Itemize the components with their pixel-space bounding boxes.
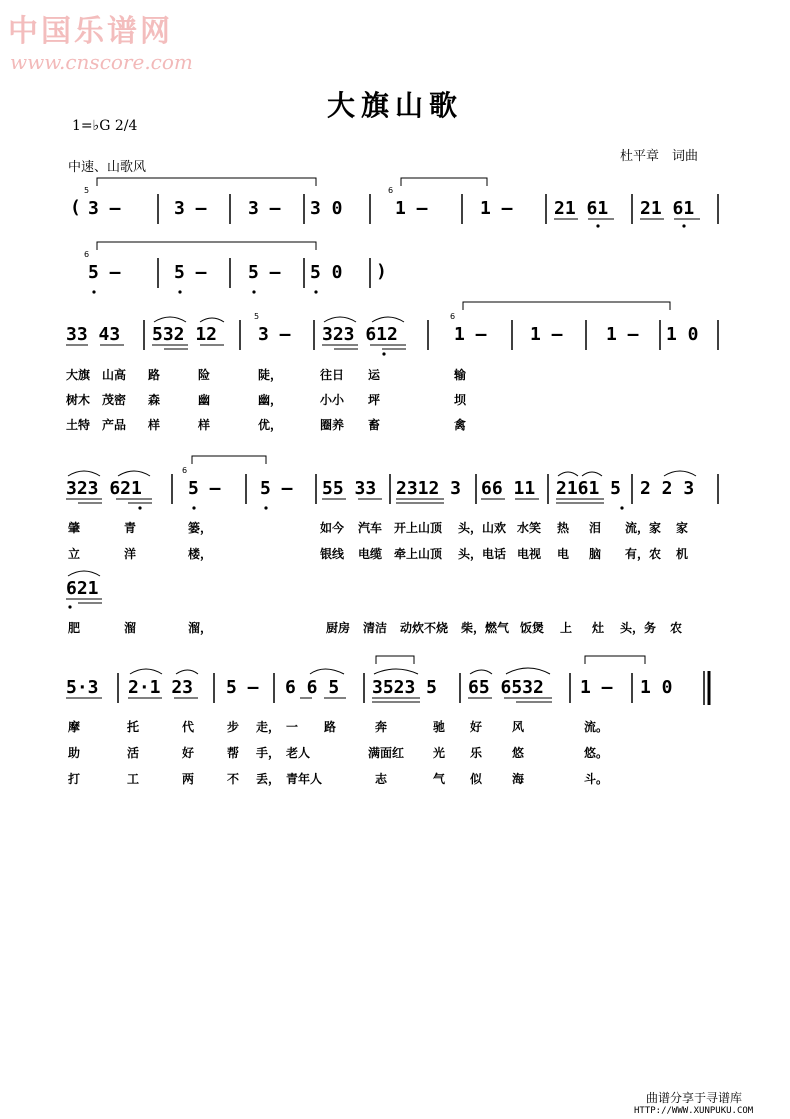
measure-notes: 21 61 xyxy=(640,198,695,219)
lyric-word: 幽， xyxy=(258,393,283,407)
lyric-word: 森 xyxy=(148,393,161,407)
lyric-word: 流，家 xyxy=(625,521,662,535)
grace-note: 6 xyxy=(84,250,90,259)
measure-notes: 2·1 23 xyxy=(128,677,194,698)
lyric-word: 灶 xyxy=(592,621,605,635)
key-signature: 1=♭G 2/4 xyxy=(72,118,138,134)
lyric-word: 好 xyxy=(182,746,195,760)
grace-note: 6 xyxy=(388,186,394,195)
measure-notes: 5 – xyxy=(88,262,121,283)
measure-notes: 3523 5 xyxy=(372,677,438,698)
lyric-word: 满面红 xyxy=(368,746,405,760)
measure-notes: 1 – xyxy=(530,324,563,345)
lyric-word: 样 xyxy=(148,418,161,432)
lyric-word: 溜 xyxy=(124,621,137,635)
lyric-word: 志 xyxy=(375,772,388,786)
measure-notes: 3 0 xyxy=(310,198,343,219)
measure-notes: 6 6 5 xyxy=(285,677,340,698)
lyric-word: 头，电话 xyxy=(458,547,507,561)
lyric-word: 家 xyxy=(676,521,689,535)
lyric-word: 禽 xyxy=(454,418,467,432)
lyric-word: 溜， xyxy=(188,621,213,635)
grace-note: 6 xyxy=(182,466,188,475)
lyric-word: 打 xyxy=(68,772,81,786)
footer-share-text: 曲谱分享于寻谱库 xyxy=(646,1091,743,1105)
measure-notes: 33 43 xyxy=(66,324,121,345)
measure-notes: 3 – xyxy=(248,198,281,219)
measure-notes: 1 – xyxy=(580,677,613,698)
lyric-word: 驰 xyxy=(433,720,446,734)
lyric-word: 似 xyxy=(470,772,483,786)
lyric-word: 山高 xyxy=(102,368,127,382)
lyric-word: 柴，燃气 xyxy=(461,621,510,635)
measure-notes: 5·3 xyxy=(66,677,99,698)
lyric-word: 青年人 xyxy=(286,772,323,786)
lyric-word: 悠 xyxy=(512,746,525,760)
lyric-word: 走， xyxy=(256,720,281,734)
lyric-word: 楼， xyxy=(188,547,213,561)
lyric-word: 小小 xyxy=(320,393,345,407)
tempo-marking: 中速、山歌风 xyxy=(68,160,147,175)
measure-notes: 3 – xyxy=(174,198,207,219)
watermark-site-name: 中国乐谱网 xyxy=(8,14,173,49)
measure-notes: 3 – xyxy=(88,198,121,219)
lyric-word: 树木 xyxy=(66,393,91,407)
lyric-word: 陡， xyxy=(258,368,283,382)
intro-paren-close: ) xyxy=(376,261,387,282)
lyric-word: 银线 xyxy=(320,547,345,561)
lyric-word: 热 xyxy=(557,521,570,535)
lyric-word: 工 xyxy=(127,772,140,786)
lyric-word: 光 xyxy=(433,746,446,760)
lyric-word: 圈养 xyxy=(320,418,345,432)
lyric-word: 土特 xyxy=(66,418,91,432)
measure-notes: 1 – xyxy=(395,198,428,219)
lyric-word: 电 xyxy=(557,547,570,561)
measure-notes: 2161 5 xyxy=(556,478,622,499)
lyric-word: 水笑 xyxy=(517,521,542,535)
lyric-word: 摩 xyxy=(68,720,81,734)
grace-note: 5 xyxy=(84,186,90,195)
lyric-word: 代 xyxy=(182,720,195,734)
lyric-word: 清洁 xyxy=(363,621,388,635)
lyric-word: 步 xyxy=(227,720,240,734)
intro-paren-open: ( xyxy=(70,197,81,218)
lyric-word: 如今 xyxy=(320,521,345,535)
measure-notes: 1 – xyxy=(454,324,487,345)
grace-note: 5 xyxy=(254,312,260,321)
lyric-word: 机 xyxy=(676,547,689,561)
measure-notes: 55 33 xyxy=(322,478,377,499)
measure-notes: 5 0 xyxy=(310,262,343,283)
lyric-word: 不 xyxy=(227,772,240,786)
lyric-word: 产品 xyxy=(102,418,127,432)
measure-notes: 1 0 xyxy=(640,677,673,698)
lyric-word: 汽车 xyxy=(358,521,383,535)
lyric-word: 肇 xyxy=(68,521,81,535)
measure-notes: 5 – xyxy=(174,262,207,283)
lyric-word: 电缆 xyxy=(358,547,383,561)
lyric-word: 样 xyxy=(198,418,211,432)
watermark-url: www.cnscore.com xyxy=(10,50,193,74)
lyric-word: 坪 xyxy=(368,393,381,407)
lyric-word: 饭煲 xyxy=(520,621,545,635)
measure-notes: 5 – xyxy=(260,478,293,499)
song-title: 大旗山歌 xyxy=(326,89,463,122)
measure-notes: 65 6532 xyxy=(468,677,544,698)
lyric-word: 活 xyxy=(127,746,140,760)
measure-notes: 21 61 xyxy=(554,198,609,219)
lyric-word: 泪 xyxy=(589,521,602,535)
lyric-word: 乐 xyxy=(470,746,483,760)
lyric-word: 畜 xyxy=(368,418,381,432)
lyric-word: 肥 xyxy=(68,621,81,635)
lyric-word: 牵上山顶 xyxy=(394,547,443,561)
lyric-word: 青 xyxy=(124,521,137,535)
measure-notes: 323 612 xyxy=(322,324,398,345)
measure-notes: 621 xyxy=(66,578,99,599)
lyric-word: 动炊不烧 xyxy=(400,621,449,635)
lyric-word: 篓， xyxy=(188,521,213,535)
lyric-word: 输 xyxy=(454,368,467,382)
lyric-word: 坝 xyxy=(454,393,467,407)
lyric-word: 悠。 xyxy=(584,746,609,760)
lyric-word: 流。 xyxy=(584,720,609,734)
footer-url: HTTP://WWW.XUNPUKU.COM xyxy=(634,1106,754,1116)
lyric-word: 大旗 xyxy=(66,368,91,382)
measure-notes: 66 11 xyxy=(481,478,536,499)
measure-notes: 1 – xyxy=(606,324,639,345)
lyric-word: 厨房 xyxy=(326,621,351,635)
lyric-word: 头，务 xyxy=(620,621,657,635)
lyric-word: 一 xyxy=(286,720,299,734)
lyric-word: 两 xyxy=(182,772,195,786)
measure-notes: 1 0 xyxy=(666,324,699,345)
measure-notes: 323 621 xyxy=(66,478,142,499)
measure-notes: 532 12 xyxy=(152,324,218,345)
lyric-word: 气 xyxy=(433,772,446,786)
lyric-word: 托 xyxy=(127,720,140,734)
lyric-word: 风 xyxy=(512,720,525,734)
measure-notes: 5 – xyxy=(226,677,259,698)
grace-note: 6 xyxy=(450,312,456,321)
lyric-word: 脑 xyxy=(589,547,602,561)
lyric-word: 路 xyxy=(324,720,337,734)
lyric-word: 电视 xyxy=(517,547,542,561)
lyric-word: 茂密 xyxy=(102,393,127,407)
composer-credit: 杜平章 词曲 xyxy=(620,149,699,164)
measure-notes: 1 – xyxy=(480,198,513,219)
lyric-word: 老人 xyxy=(286,746,311,760)
lyric-word: 优， xyxy=(258,418,283,432)
measure-notes: 5 – xyxy=(188,478,221,499)
lyric-word: 路 xyxy=(148,368,161,382)
measure-notes: 2312 3 xyxy=(396,478,462,499)
lyric-word: 洋 xyxy=(124,547,137,561)
lyric-word: 农 xyxy=(670,621,683,635)
lyric-word: 运 xyxy=(368,368,381,382)
lyric-word: 好 xyxy=(470,720,483,734)
lyric-word: 开上山顶 xyxy=(394,521,443,535)
measure-notes: 3 – xyxy=(258,324,291,345)
measure-notes: 2 2 3 xyxy=(640,478,695,499)
lyric-word: 助 xyxy=(68,746,81,760)
lyric-word: 上 xyxy=(560,621,573,635)
lyric-word: 头，山欢 xyxy=(458,521,507,535)
lyric-word: 斗。 xyxy=(584,772,609,786)
lyric-word: 帮 xyxy=(227,746,240,760)
lyric-word: 立 xyxy=(68,547,81,561)
lyric-word: 海 xyxy=(512,772,525,786)
lyric-word: 幽 xyxy=(198,393,211,407)
lyric-word: 往日 xyxy=(320,368,345,382)
lyric-word: 奔 xyxy=(375,720,388,734)
lyric-word: 丢， xyxy=(256,772,281,786)
lyric-word: 有，农 xyxy=(625,547,662,561)
measure-notes: 5 – xyxy=(248,262,281,283)
lyric-word: 手， xyxy=(256,746,281,760)
lyric-word: 险 xyxy=(198,368,211,382)
